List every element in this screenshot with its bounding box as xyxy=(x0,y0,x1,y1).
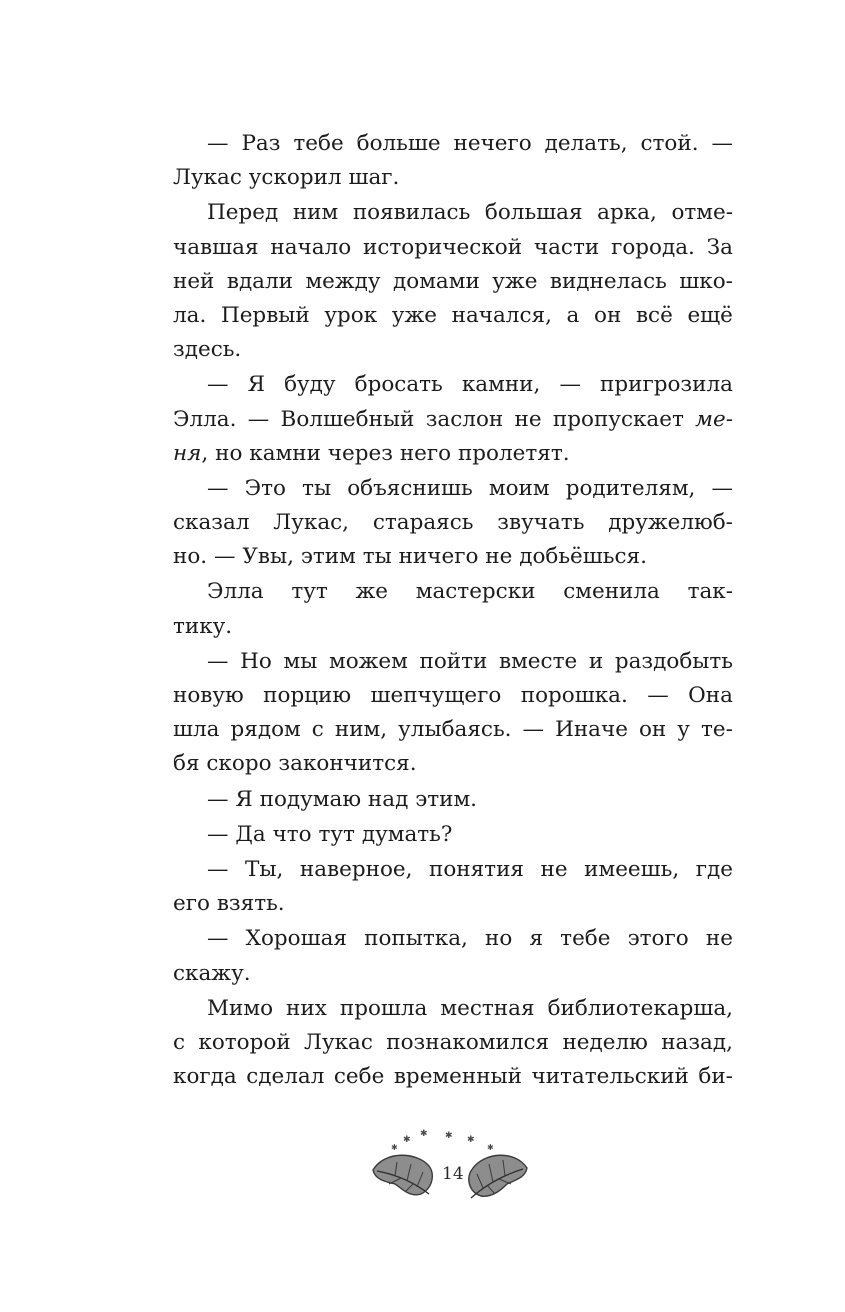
left-leaf-icon xyxy=(373,1155,432,1195)
paragraph xyxy=(173,196,733,367)
word: я xyxy=(529,926,544,952)
text-line xyxy=(173,610,733,644)
text-line xyxy=(173,437,733,471)
word: шепчущего xyxy=(370,683,502,708)
word: где xyxy=(695,856,733,882)
word: что xyxy=(272,821,312,847)
word: ничего xyxy=(398,544,479,570)
word: — xyxy=(711,475,733,501)
word: но xyxy=(485,926,513,952)
word: Да xyxy=(235,821,266,847)
word: новую xyxy=(173,683,244,708)
word: здесь. xyxy=(173,337,242,363)
word: ня, xyxy=(173,440,209,466)
word: которой xyxy=(198,1029,291,1055)
word: пролетят. xyxy=(457,440,570,466)
word: он xyxy=(638,717,667,743)
word: ме- xyxy=(695,406,733,432)
word: Она xyxy=(688,683,733,708)
word: объяснишь xyxy=(347,475,473,501)
word: — xyxy=(207,786,229,812)
word: попытка, xyxy=(364,926,468,952)
paragraph xyxy=(173,127,733,195)
word: моим xyxy=(488,475,550,501)
text-line xyxy=(173,472,733,506)
text-line xyxy=(173,403,733,437)
paragraph xyxy=(173,472,733,575)
word: себе xyxy=(333,1064,385,1090)
word: сказал xyxy=(173,510,250,536)
word: добьёшься. xyxy=(519,544,647,570)
paragraph xyxy=(173,818,733,852)
word: вместе xyxy=(498,648,578,674)
word: Перед xyxy=(207,200,279,226)
word: звучать xyxy=(497,510,585,536)
text-line xyxy=(173,299,733,333)
word: шла xyxy=(173,717,220,743)
word: буду xyxy=(284,372,336,398)
right-leaf-icon xyxy=(469,1155,527,1198)
word: же xyxy=(355,579,388,605)
word: библиотекарша, xyxy=(547,995,733,1021)
word: — xyxy=(711,131,733,156)
word: между xyxy=(305,268,381,294)
word: начался, xyxy=(451,302,552,328)
word: урок xyxy=(324,302,378,328)
word: мастерски xyxy=(415,579,536,605)
text-line xyxy=(173,127,733,161)
word: — xyxy=(207,372,229,398)
text-line xyxy=(173,196,733,230)
text-line xyxy=(173,957,733,991)
text-line xyxy=(173,713,733,747)
word: улыбаясь. xyxy=(398,717,512,743)
word: этим xyxy=(300,544,356,570)
word: заслон xyxy=(425,406,504,432)
word: Увы, xyxy=(242,544,294,570)
star-icon: ✱ xyxy=(403,1135,411,1145)
word: познакомился xyxy=(386,1029,550,1055)
word: стараясь xyxy=(372,510,474,536)
word: бя xyxy=(173,751,200,777)
word: и xyxy=(588,648,604,674)
word: делать, xyxy=(544,131,628,156)
word: тебе xyxy=(560,926,611,952)
word: но xyxy=(215,440,243,466)
word: Я xyxy=(235,786,253,812)
text-line xyxy=(173,783,733,817)
word: не xyxy=(705,926,733,952)
word: Раз xyxy=(241,131,281,156)
word: — xyxy=(213,544,236,570)
word: ла. xyxy=(173,302,207,328)
text-line xyxy=(173,853,733,887)
word: рядом xyxy=(230,717,301,743)
text-line xyxy=(173,818,733,852)
word: понятия xyxy=(429,856,524,882)
text-line xyxy=(173,506,733,540)
word: раздобыть xyxy=(614,648,733,674)
word: ним, xyxy=(334,717,388,743)
word: — xyxy=(207,926,229,952)
word: камни xyxy=(249,440,321,466)
word: этим. xyxy=(415,786,478,812)
word: пойти xyxy=(419,648,488,674)
text-line xyxy=(173,887,733,921)
word: читательский xyxy=(531,1064,689,1090)
word: когда xyxy=(173,1064,237,1090)
word: местная xyxy=(440,995,535,1021)
text-line xyxy=(173,992,733,1026)
word: этого xyxy=(627,926,689,952)
word: Мимо xyxy=(207,995,274,1021)
word: Я xyxy=(247,372,265,398)
word: всё xyxy=(635,302,673,328)
word: шко- xyxy=(679,268,733,294)
word: Элла xyxy=(207,579,264,605)
text-line xyxy=(173,161,733,195)
word: ещё xyxy=(687,302,733,328)
word: не xyxy=(540,856,568,882)
word: Волшебный xyxy=(280,406,415,432)
word: порцию xyxy=(263,683,352,708)
word: а xyxy=(566,302,580,328)
word: через xyxy=(327,440,393,466)
word: скоро xyxy=(206,751,272,777)
word: города. xyxy=(611,234,695,260)
word: тут xyxy=(318,821,355,847)
paragraph xyxy=(173,575,733,643)
word: начало xyxy=(270,234,352,260)
word: — xyxy=(207,856,229,882)
text-line xyxy=(173,368,733,402)
word: ускорил xyxy=(248,165,342,191)
word: уже xyxy=(492,268,538,294)
word: закончится. xyxy=(278,751,417,777)
word: исторической xyxy=(363,234,523,260)
word: тут xyxy=(291,579,328,605)
word: стой. xyxy=(640,131,699,156)
word: над xyxy=(367,786,409,812)
word: домами xyxy=(393,268,480,294)
word: ним xyxy=(292,200,339,226)
word: появилась xyxy=(352,200,471,226)
word: ты xyxy=(362,544,392,570)
paragraph xyxy=(173,992,733,1095)
text-line xyxy=(173,1060,733,1094)
text-line xyxy=(173,575,733,609)
word: больше xyxy=(356,131,441,156)
word: части xyxy=(533,234,600,260)
word: не xyxy=(514,406,542,432)
word: — xyxy=(647,683,669,708)
word: шаг. xyxy=(348,165,400,191)
word: сделал xyxy=(246,1064,325,1090)
word: — xyxy=(207,475,229,501)
star-icon: ✱ xyxy=(487,1143,494,1152)
word: у xyxy=(677,717,690,743)
word: не xyxy=(485,544,513,570)
page-body-text xyxy=(173,127,733,1095)
word: них xyxy=(286,995,327,1021)
word: — xyxy=(207,648,229,674)
paragraph xyxy=(173,645,733,782)
text-line xyxy=(173,333,733,367)
word: подумаю xyxy=(259,786,362,812)
word: он xyxy=(594,302,622,328)
word: — xyxy=(247,406,270,432)
word: пропускает xyxy=(552,406,684,432)
word: отме- xyxy=(671,200,733,226)
word: Ты, xyxy=(245,856,284,882)
word: но. xyxy=(173,544,208,570)
paragraph xyxy=(173,368,733,471)
word: Элла. xyxy=(173,406,237,432)
word: — xyxy=(207,131,229,156)
text-line xyxy=(173,679,733,713)
word: тебе xyxy=(293,131,344,156)
word: Хорошая xyxy=(245,926,347,952)
word: можем xyxy=(328,648,408,674)
word: Первый xyxy=(220,302,310,328)
word: с xyxy=(173,1029,186,1055)
paragraph xyxy=(173,783,733,817)
word: него xyxy=(399,440,452,466)
word: дружелюб- xyxy=(608,510,733,536)
word: родителям, xyxy=(565,475,696,501)
word: нечего xyxy=(453,131,532,156)
word: его xyxy=(173,891,210,917)
word: ты xyxy=(302,475,332,501)
star-icon: ✱ xyxy=(420,1129,428,1139)
word: имеешь, xyxy=(584,856,680,882)
word: назад, xyxy=(661,1029,733,1055)
word: порошка. xyxy=(520,683,628,708)
word: думать? xyxy=(361,821,453,847)
paragraph xyxy=(173,853,733,921)
word: ней xyxy=(173,268,215,294)
word: камни, xyxy=(461,372,541,398)
word: чавшая xyxy=(173,234,259,260)
paragraph xyxy=(173,922,733,990)
word: временный xyxy=(393,1064,522,1090)
page-footer xyxy=(365,1128,535,1200)
word: скажу. xyxy=(173,960,251,986)
word: арка, xyxy=(597,200,657,226)
word: мы xyxy=(283,648,318,674)
word: сменила xyxy=(563,579,660,605)
word: неделю xyxy=(562,1029,648,1055)
word: Иначе xyxy=(555,717,628,743)
word: с xyxy=(311,717,324,743)
text-line xyxy=(173,1026,733,1060)
text-line xyxy=(173,265,733,299)
word: — xyxy=(522,717,545,743)
word: За xyxy=(706,234,733,260)
word: — xyxy=(207,821,229,847)
word: бросать xyxy=(354,372,443,398)
word: наверное, xyxy=(299,856,413,882)
word: — xyxy=(559,372,581,398)
word: те- xyxy=(701,717,733,743)
word: взять. xyxy=(216,891,285,917)
word: виднелась xyxy=(549,268,667,294)
word: так- xyxy=(687,579,733,605)
word: тику. xyxy=(173,613,233,639)
word: Лукас, xyxy=(273,510,350,536)
word: Лукас xyxy=(304,1029,373,1055)
word: уже xyxy=(391,302,437,328)
word: Но xyxy=(240,648,272,674)
text-line xyxy=(173,231,733,265)
word: вдали xyxy=(226,268,293,294)
word: Это xyxy=(244,475,286,501)
word: пригрозила xyxy=(600,372,733,398)
word: би- xyxy=(698,1064,733,1090)
word: Лукас xyxy=(173,165,242,191)
text-line xyxy=(173,922,733,956)
star-icon: ✱ xyxy=(391,1143,398,1152)
word: прошла xyxy=(339,995,428,1021)
text-line xyxy=(173,645,733,679)
text-line xyxy=(173,540,733,574)
star-icon: ✱ xyxy=(445,1131,453,1141)
star-icon: ✱ xyxy=(467,1135,475,1145)
word: большая xyxy=(484,200,583,226)
text-line xyxy=(173,747,733,781)
page-number: 14 xyxy=(442,1164,464,1184)
